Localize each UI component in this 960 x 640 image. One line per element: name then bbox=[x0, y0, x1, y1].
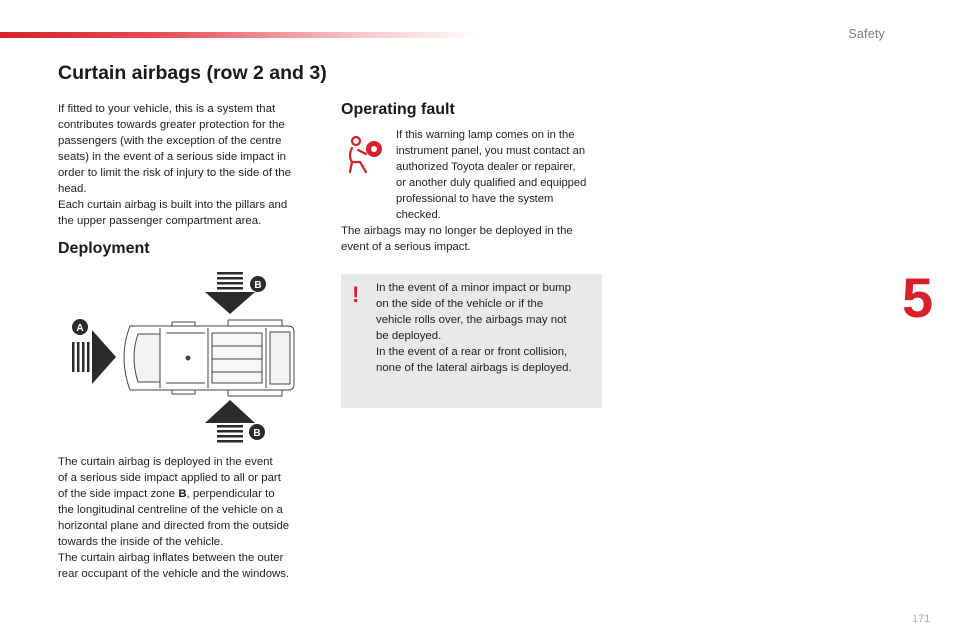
vehicle-top-view bbox=[124, 320, 294, 396]
deployment-line: rear occupant of the vehicle and the windows. bbox=[58, 568, 290, 580]
intro-line: order to limit the risk of injury to the side of the bbox=[58, 167, 291, 179]
deployment-line: the longitudinal centreline of the vehicle on a bbox=[58, 504, 283, 516]
side-impact-diagram bbox=[60, 262, 315, 447]
intro-line: Each curtain airbag is built into the pillars and bbox=[58, 199, 288, 211]
deployment-heading: Deployment bbox=[58, 240, 150, 257]
fault-line: The airbags may no longer be deployed in the bbox=[341, 225, 573, 237]
lamp-line: If this warning lamp comes on in the bbox=[396, 129, 575, 141]
warning-line: on the side of the vehicle or if the bbox=[376, 298, 544, 310]
zone-label-a bbox=[72, 319, 88, 335]
airbag-warning-lamp-icon bbox=[344, 132, 386, 174]
deployment-text-post: , perpendicular to bbox=[186, 488, 275, 500]
warning-exclamation-icon: ! bbox=[352, 282, 360, 307]
deployment-line bbox=[58, 486, 275, 502]
intro-line: seats) in the event of a serious side impact in bbox=[58, 151, 286, 163]
lamp-line: or another duly qualified and equipped bbox=[396, 177, 587, 189]
impact-arrow-left bbox=[72, 330, 116, 384]
operating-fault-heading: Operating fault bbox=[341, 101, 455, 118]
zone-b-reference: B bbox=[178, 488, 187, 500]
warning-line: In the event of a minor impact or bump bbox=[376, 282, 572, 294]
lamp-line: checked. bbox=[396, 209, 441, 221]
page-number: 171 bbox=[912, 613, 931, 625]
page-title: Curtain airbags (row 2 and 3) bbox=[58, 62, 327, 84]
deployment-line: of a serious side impact applied to all or part bbox=[58, 472, 281, 484]
fault-line: event of a serious impact. bbox=[341, 241, 471, 253]
impact-arrow-top bbox=[205, 272, 255, 314]
intro-line: the upper passenger compartment area. bbox=[58, 215, 262, 227]
warning-line: In the event of a rear or front collision, bbox=[376, 346, 568, 358]
warning-line: vehicle rolls over, the airbags may not bbox=[376, 314, 567, 326]
zone-label-b-top bbox=[250, 276, 266, 292]
warning-line: none of the lateral airbags is deployed. bbox=[376, 362, 572, 374]
intro-line: passengers (with the exception of the centre bbox=[58, 135, 282, 147]
zone-label-b-bottom bbox=[249, 424, 265, 440]
impact-arrow-bottom bbox=[205, 400, 255, 443]
lamp-line: instrument panel, you must contact an bbox=[396, 145, 586, 157]
deployment-line: horizontal plane and directed from the outside bbox=[58, 520, 290, 532]
zone-b-bottom-text: B bbox=[253, 428, 261, 439]
lamp-line: professional to have the system bbox=[396, 193, 554, 205]
deployment-text-pre: of the side impact zone bbox=[58, 488, 179, 500]
deployment-line: towards the inside of the vehicle. bbox=[58, 536, 224, 548]
intro-line: head. bbox=[58, 183, 87, 195]
deployment-line: The curtain airbag inflates between the outer bbox=[58, 552, 284, 564]
intro-line: contributes towards greater protection for the bbox=[58, 119, 285, 131]
zone-b-top-text: B bbox=[254, 280, 262, 291]
chapter-number: 5 bbox=[902, 266, 934, 329]
section-label: Safety bbox=[848, 27, 885, 41]
intro-line: If fitted to your vehicle, this is a system that bbox=[58, 103, 276, 115]
header-accent-bar bbox=[0, 32, 480, 38]
lamp-line: authorized Toyota dealer or repairer, bbox=[396, 161, 576, 173]
deployment-line: The curtain airbag is deployed in the event bbox=[58, 456, 273, 468]
warning-line: be deployed. bbox=[376, 330, 442, 342]
zone-a-text: A bbox=[76, 323, 84, 334]
